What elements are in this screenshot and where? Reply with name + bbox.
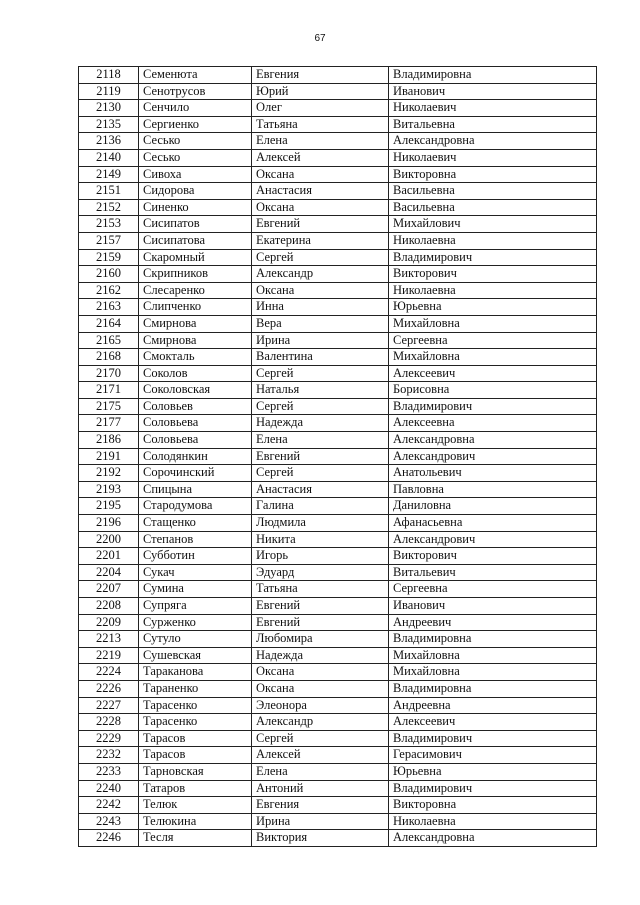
last-name-cell: Скаромный (139, 249, 252, 266)
table-row (79, 432, 597, 449)
patronymic-cell: Александровна (389, 432, 597, 449)
table-row (79, 647, 597, 664)
table-row (79, 149, 597, 166)
first-name-cell: Валентина (252, 349, 389, 366)
last-name-cell: Субботин (139, 548, 252, 565)
table-row (79, 266, 597, 283)
last-name-cell: Сисипатов (139, 216, 252, 233)
patronymic-cell: Иванович (389, 598, 597, 615)
record-number-cell: 2162 (79, 282, 139, 299)
patronymic-cell: Борисовна (389, 382, 597, 399)
patronymic-cell: Алексеевич (389, 365, 597, 382)
first-name-cell: Сергей (252, 365, 389, 382)
table-row (79, 166, 597, 183)
table-row (79, 282, 597, 299)
last-name-cell: Соловьева (139, 415, 252, 432)
first-name-cell: Галина (252, 498, 389, 515)
table-body (79, 67, 597, 847)
record-number-cell: 2226 (79, 680, 139, 697)
patronymic-cell: Николаевна (389, 282, 597, 299)
last-name-cell: Семенюта (139, 67, 252, 84)
first-name-cell: Евгений (252, 448, 389, 465)
patronymic-cell: Юрьевна (389, 763, 597, 780)
last-name-cell: Сидорова (139, 183, 252, 200)
first-name-cell: Никита (252, 531, 389, 548)
record-number-cell: 2170 (79, 365, 139, 382)
last-name-cell: Скрипников (139, 266, 252, 283)
patronymic-cell: Александрович (389, 531, 597, 548)
patronymic-cell: Николаевна (389, 813, 597, 830)
first-name-cell: Игорь (252, 548, 389, 565)
record-number-cell: 2164 (79, 315, 139, 332)
last-name-cell: Сенотрусов (139, 83, 252, 100)
first-name-cell: Евгений (252, 216, 389, 233)
last-name-cell: Сенчило (139, 100, 252, 117)
table-row (79, 465, 597, 482)
patronymic-cell: Александровна (389, 133, 597, 150)
table-row (79, 116, 597, 133)
record-number-cell: 2208 (79, 598, 139, 615)
table-row (79, 531, 597, 548)
patronymic-cell: Иванович (389, 83, 597, 100)
record-number-cell: 2175 (79, 398, 139, 415)
table-row (79, 664, 597, 681)
record-number-cell: 2240 (79, 780, 139, 797)
patronymic-cell: Васильевна (389, 199, 597, 216)
first-name-cell: Элеонора (252, 697, 389, 714)
record-number-cell: 2242 (79, 797, 139, 814)
first-name-cell: Эдуард (252, 564, 389, 581)
record-number-cell: 2228 (79, 714, 139, 731)
patronymic-cell: Николаевна (389, 232, 597, 249)
patronymic-cell: Анатольевич (389, 465, 597, 482)
last-name-cell: Спицына (139, 481, 252, 498)
record-number-cell: 2233 (79, 763, 139, 780)
first-name-cell: Анастасия (252, 481, 389, 498)
record-number-cell: 2229 (79, 730, 139, 747)
patronymic-cell: Витальевна (389, 116, 597, 133)
record-number-cell: 2224 (79, 664, 139, 681)
record-number-cell: 2163 (79, 299, 139, 316)
record-number-cell: 2207 (79, 581, 139, 598)
first-name-cell: Юрий (252, 83, 389, 100)
table-row (79, 365, 597, 382)
patronymic-cell: Викторович (389, 548, 597, 565)
patronymic-cell: Владимировна (389, 67, 597, 84)
last-name-cell: Соловьева (139, 432, 252, 449)
record-number-cell: 2135 (79, 116, 139, 133)
last-name-cell: Тарасенко (139, 697, 252, 714)
last-name-cell: Смирнова (139, 332, 252, 349)
table-row (79, 398, 597, 415)
table-row (79, 498, 597, 515)
record-number-cell: 2152 (79, 199, 139, 216)
last-name-cell: Сесько (139, 133, 252, 150)
patronymic-cell: Юрьевна (389, 299, 597, 316)
record-number-cell: 2192 (79, 465, 139, 482)
table-row (79, 813, 597, 830)
table-row (79, 83, 597, 100)
table-row (79, 199, 597, 216)
record-number-cell: 2168 (79, 349, 139, 366)
last-name-cell: Сесько (139, 149, 252, 166)
record-number-cell: 2209 (79, 614, 139, 631)
record-number-cell: 2177 (79, 415, 139, 432)
record-number-cell: 2213 (79, 631, 139, 648)
patronymic-cell: Владимирович (389, 398, 597, 415)
first-name-cell: Екатерина (252, 232, 389, 249)
first-name-cell: Евгений (252, 614, 389, 631)
table-row (79, 830, 597, 847)
last-name-cell: Солодянкин (139, 448, 252, 465)
patronymic-cell: Михайлович (389, 216, 597, 233)
last-name-cell: Телюкина (139, 813, 252, 830)
last-name-cell: Стащенко (139, 515, 252, 532)
record-number-cell: 2165 (79, 332, 139, 349)
table-row (79, 216, 597, 233)
last-name-cell: Татаров (139, 780, 252, 797)
record-number-cell: 2186 (79, 432, 139, 449)
last-name-cell: Соловьев (139, 398, 252, 415)
table-row (79, 747, 597, 764)
record-number-cell: 2191 (79, 448, 139, 465)
first-name-cell: Елена (252, 432, 389, 449)
patronymic-cell: Сергеевна (389, 332, 597, 349)
first-name-cell: Оксана (252, 166, 389, 183)
record-number-cell: 2196 (79, 515, 139, 532)
patronymic-cell: Афанасьевна (389, 515, 597, 532)
table-row (79, 548, 597, 565)
last-name-cell: Слесаренко (139, 282, 252, 299)
first-name-cell: Татьяна (252, 116, 389, 133)
first-name-cell: Виктория (252, 830, 389, 847)
table-row (79, 631, 597, 648)
table-row (79, 730, 597, 747)
first-name-cell: Сергей (252, 249, 389, 266)
first-name-cell: Алексей (252, 747, 389, 764)
first-name-cell: Елена (252, 763, 389, 780)
record-number-cell: 2201 (79, 548, 139, 565)
table-row (79, 763, 597, 780)
last-name-cell: Смирнова (139, 315, 252, 332)
table-row (79, 714, 597, 731)
first-name-cell: Александр (252, 714, 389, 731)
record-number-cell: 2227 (79, 697, 139, 714)
table-row (79, 564, 597, 581)
patronymic-cell: Владимирович (389, 730, 597, 747)
last-name-cell: Сурженко (139, 614, 252, 631)
table-row (79, 515, 597, 532)
last-name-cell: Сивоха (139, 166, 252, 183)
record-number-cell: 2118 (79, 67, 139, 84)
first-name-cell: Надежда (252, 415, 389, 432)
last-name-cell: Сукач (139, 564, 252, 581)
patronymic-cell: Михайловна (389, 315, 597, 332)
patronymic-cell: Викторовна (389, 166, 597, 183)
patronymic-cell: Михайловна (389, 349, 597, 366)
first-name-cell: Сергей (252, 398, 389, 415)
first-name-cell: Сергей (252, 730, 389, 747)
patronymic-cell: Герасимович (389, 747, 597, 764)
first-name-cell: Наталья (252, 382, 389, 399)
last-name-cell: Тарасенко (139, 714, 252, 731)
last-name-cell: Сергиенко (139, 116, 252, 133)
first-name-cell: Олег (252, 100, 389, 117)
first-name-cell: Ирина (252, 332, 389, 349)
patronymic-cell: Михайловна (389, 647, 597, 664)
patronymic-cell: Викторович (389, 266, 597, 283)
record-number-cell: 2243 (79, 813, 139, 830)
record-number-cell: 2246 (79, 830, 139, 847)
first-name-cell: Людмила (252, 515, 389, 532)
first-name-cell: Евгения (252, 797, 389, 814)
first-name-cell: Любомира (252, 631, 389, 648)
first-name-cell: Алексей (252, 149, 389, 166)
patronymic-cell: Михайловна (389, 664, 597, 681)
table-row (79, 133, 597, 150)
table-row (79, 581, 597, 598)
record-number-cell: 2157 (79, 232, 139, 249)
last-name-cell: Соколовская (139, 382, 252, 399)
record-number-cell: 2195 (79, 498, 139, 515)
last-name-cell: Тарасов (139, 730, 252, 747)
record-number-cell: 2136 (79, 133, 139, 150)
table-row (79, 349, 597, 366)
first-name-cell: Александр (252, 266, 389, 283)
last-name-cell: Тарасов (139, 747, 252, 764)
patronymic-cell: Владимирович (389, 249, 597, 266)
table-row (79, 780, 597, 797)
table-row (79, 315, 597, 332)
first-name-cell: Надежда (252, 647, 389, 664)
record-number-cell: 2200 (79, 531, 139, 548)
patronymic-cell: Павловна (389, 481, 597, 498)
table-row (79, 614, 597, 631)
last-name-cell: Тараненко (139, 680, 252, 697)
table-row (79, 415, 597, 432)
patronymic-cell: Владимировна (389, 680, 597, 697)
table-row (79, 797, 597, 814)
patronymic-cell: Александрович (389, 448, 597, 465)
record-number-cell: 2130 (79, 100, 139, 117)
table-row (79, 67, 597, 84)
first-name-cell: Евгения (252, 67, 389, 84)
first-name-cell: Антоний (252, 780, 389, 797)
record-number-cell: 2140 (79, 149, 139, 166)
table-row (79, 183, 597, 200)
last-name-cell: Сушевская (139, 647, 252, 664)
patronymic-cell: Викторовна (389, 797, 597, 814)
first-name-cell: Инна (252, 299, 389, 316)
record-number-cell: 2160 (79, 266, 139, 283)
record-number-cell: 2219 (79, 647, 139, 664)
table-row (79, 382, 597, 399)
table-row (79, 249, 597, 266)
first-name-cell: Сергей (252, 465, 389, 482)
last-name-cell: Сорочинский (139, 465, 252, 482)
last-name-cell: Степанов (139, 531, 252, 548)
table-row (79, 598, 597, 615)
names-table (78, 66, 597, 847)
first-name-cell: Ирина (252, 813, 389, 830)
record-number-cell: 2171 (79, 382, 139, 399)
patronymic-cell: Александровна (389, 830, 597, 847)
last-name-cell: Смокталь (139, 349, 252, 366)
first-name-cell: Елена (252, 133, 389, 150)
first-name-cell: Оксана (252, 664, 389, 681)
record-number-cell: 2153 (79, 216, 139, 233)
last-name-cell: Тесля (139, 830, 252, 847)
patronymic-cell: Васильевна (389, 183, 597, 200)
page-number: 67 (314, 33, 326, 44)
patronymic-cell: Владимировна (389, 631, 597, 648)
last-name-cell: Тараканова (139, 664, 252, 681)
last-name-cell: Сумина (139, 581, 252, 598)
patronymic-cell: Витальевич (389, 564, 597, 581)
record-number-cell: 2151 (79, 183, 139, 200)
table-row (79, 481, 597, 498)
record-number-cell: 2159 (79, 249, 139, 266)
first-name-cell: Оксана (252, 282, 389, 299)
table-row (79, 448, 597, 465)
patronymic-cell: Сергеевна (389, 581, 597, 598)
table-row (79, 299, 597, 316)
last-name-cell: Сутуло (139, 631, 252, 648)
patronymic-cell: Алексеевна (389, 415, 597, 432)
last-name-cell: Телюк (139, 797, 252, 814)
last-name-cell: Сисипатова (139, 232, 252, 249)
patronymic-cell: Алексеевич (389, 714, 597, 731)
table-row (79, 697, 597, 714)
record-number-cell: 2204 (79, 564, 139, 581)
table-row (79, 100, 597, 117)
last-name-cell: Синенко (139, 199, 252, 216)
patronymic-cell: Владимирович (389, 780, 597, 797)
patronymic-cell: Даниловна (389, 498, 597, 515)
table-row (79, 232, 597, 249)
patronymic-cell: Андреевич (389, 614, 597, 631)
patronymic-cell: Николаевич (389, 149, 597, 166)
patronymic-cell: Андреевна (389, 697, 597, 714)
last-name-cell: Тарновская (139, 763, 252, 780)
last-name-cell: Соколов (139, 365, 252, 382)
record-number-cell: 2119 (79, 83, 139, 100)
last-name-cell: Супряга (139, 598, 252, 615)
record-number-cell: 2193 (79, 481, 139, 498)
patronymic-cell: Николаевич (389, 100, 597, 117)
first-name-cell: Анастасия (252, 183, 389, 200)
first-name-cell: Оксана (252, 680, 389, 697)
last-name-cell: Слипченко (139, 299, 252, 316)
first-name-cell: Татьяна (252, 581, 389, 598)
table-row (79, 680, 597, 697)
first-name-cell: Евгений (252, 598, 389, 615)
first-name-cell: Вера (252, 315, 389, 332)
first-name-cell: Оксана (252, 199, 389, 216)
last-name-cell: Стародумова (139, 498, 252, 515)
record-number-cell: 2149 (79, 166, 139, 183)
table-row (79, 332, 597, 349)
record-number-cell: 2232 (79, 747, 139, 764)
